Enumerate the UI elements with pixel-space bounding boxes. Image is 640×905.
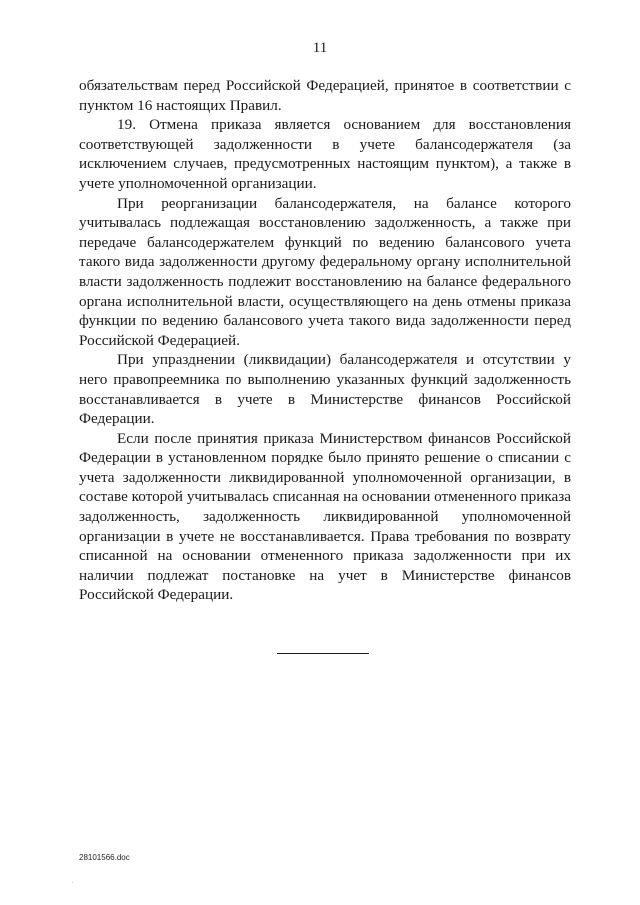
- footer-filename: 28101566.doc: [79, 853, 130, 862]
- end-separator-line: [277, 653, 369, 654]
- paragraph-reorganization: При реорганизации балансодержателя, на балансе которого учитывалась подлежащая восстановлению задолженность, а также при передаче балансодержателем функций по ведению балансового учета такого вида задолженности другому федеральному органу исполнительной власти задолженность подлежит восстановлению на балансе федерального органа исполнительной власти, осуществляющего на день отмены приказа функции по ведению балансового учета такого вида задолженности перед Российской Федерацией.: [79, 194, 571, 349]
- paragraph-clause-19: 19. Отмена приказа является основанием для восстановления соответствующей задолженности в учете балансодержателя (за исключением случаев, предусмотренных настоящим пунктом), а также в учете уполномоченной организации.: [79, 116, 571, 192]
- paragraph-liquidation: При упразднении (ликвидации) балансодержателя и отсутствии у него правопреемника по выполнению указанных функций задолженность восстанавливается в учете в Министерстве финансов Российской Федерации.: [79, 351, 571, 428]
- paragraph-continuation: обязательствам перед Российской Федерацией, принятое в соответствии с пунктом 16 настоящих Правил.: [79, 77, 571, 114]
- page-number: 11: [312, 40, 328, 56]
- footer-mark: .: [72, 879, 74, 885]
- document-body: [79, 76, 571, 605]
- paragraph-write-off: Если после принятия приказа Министерством финансов Российской Федерации в установленном порядке было принято решение о списании с учета задолженности ликвидированной уполномоченной организации, в составе которой учитывалась списанная на основании отмененного приказа задолженность, задолженность ликвидированной уполномоченной организации в учете не восстанавливается. Права требования по возврату списанной на основании отмененного приказа задолженности при их наличии подлежат постановке на учет в Министерстве финансов Российской Федерации.: [79, 429, 571, 604]
